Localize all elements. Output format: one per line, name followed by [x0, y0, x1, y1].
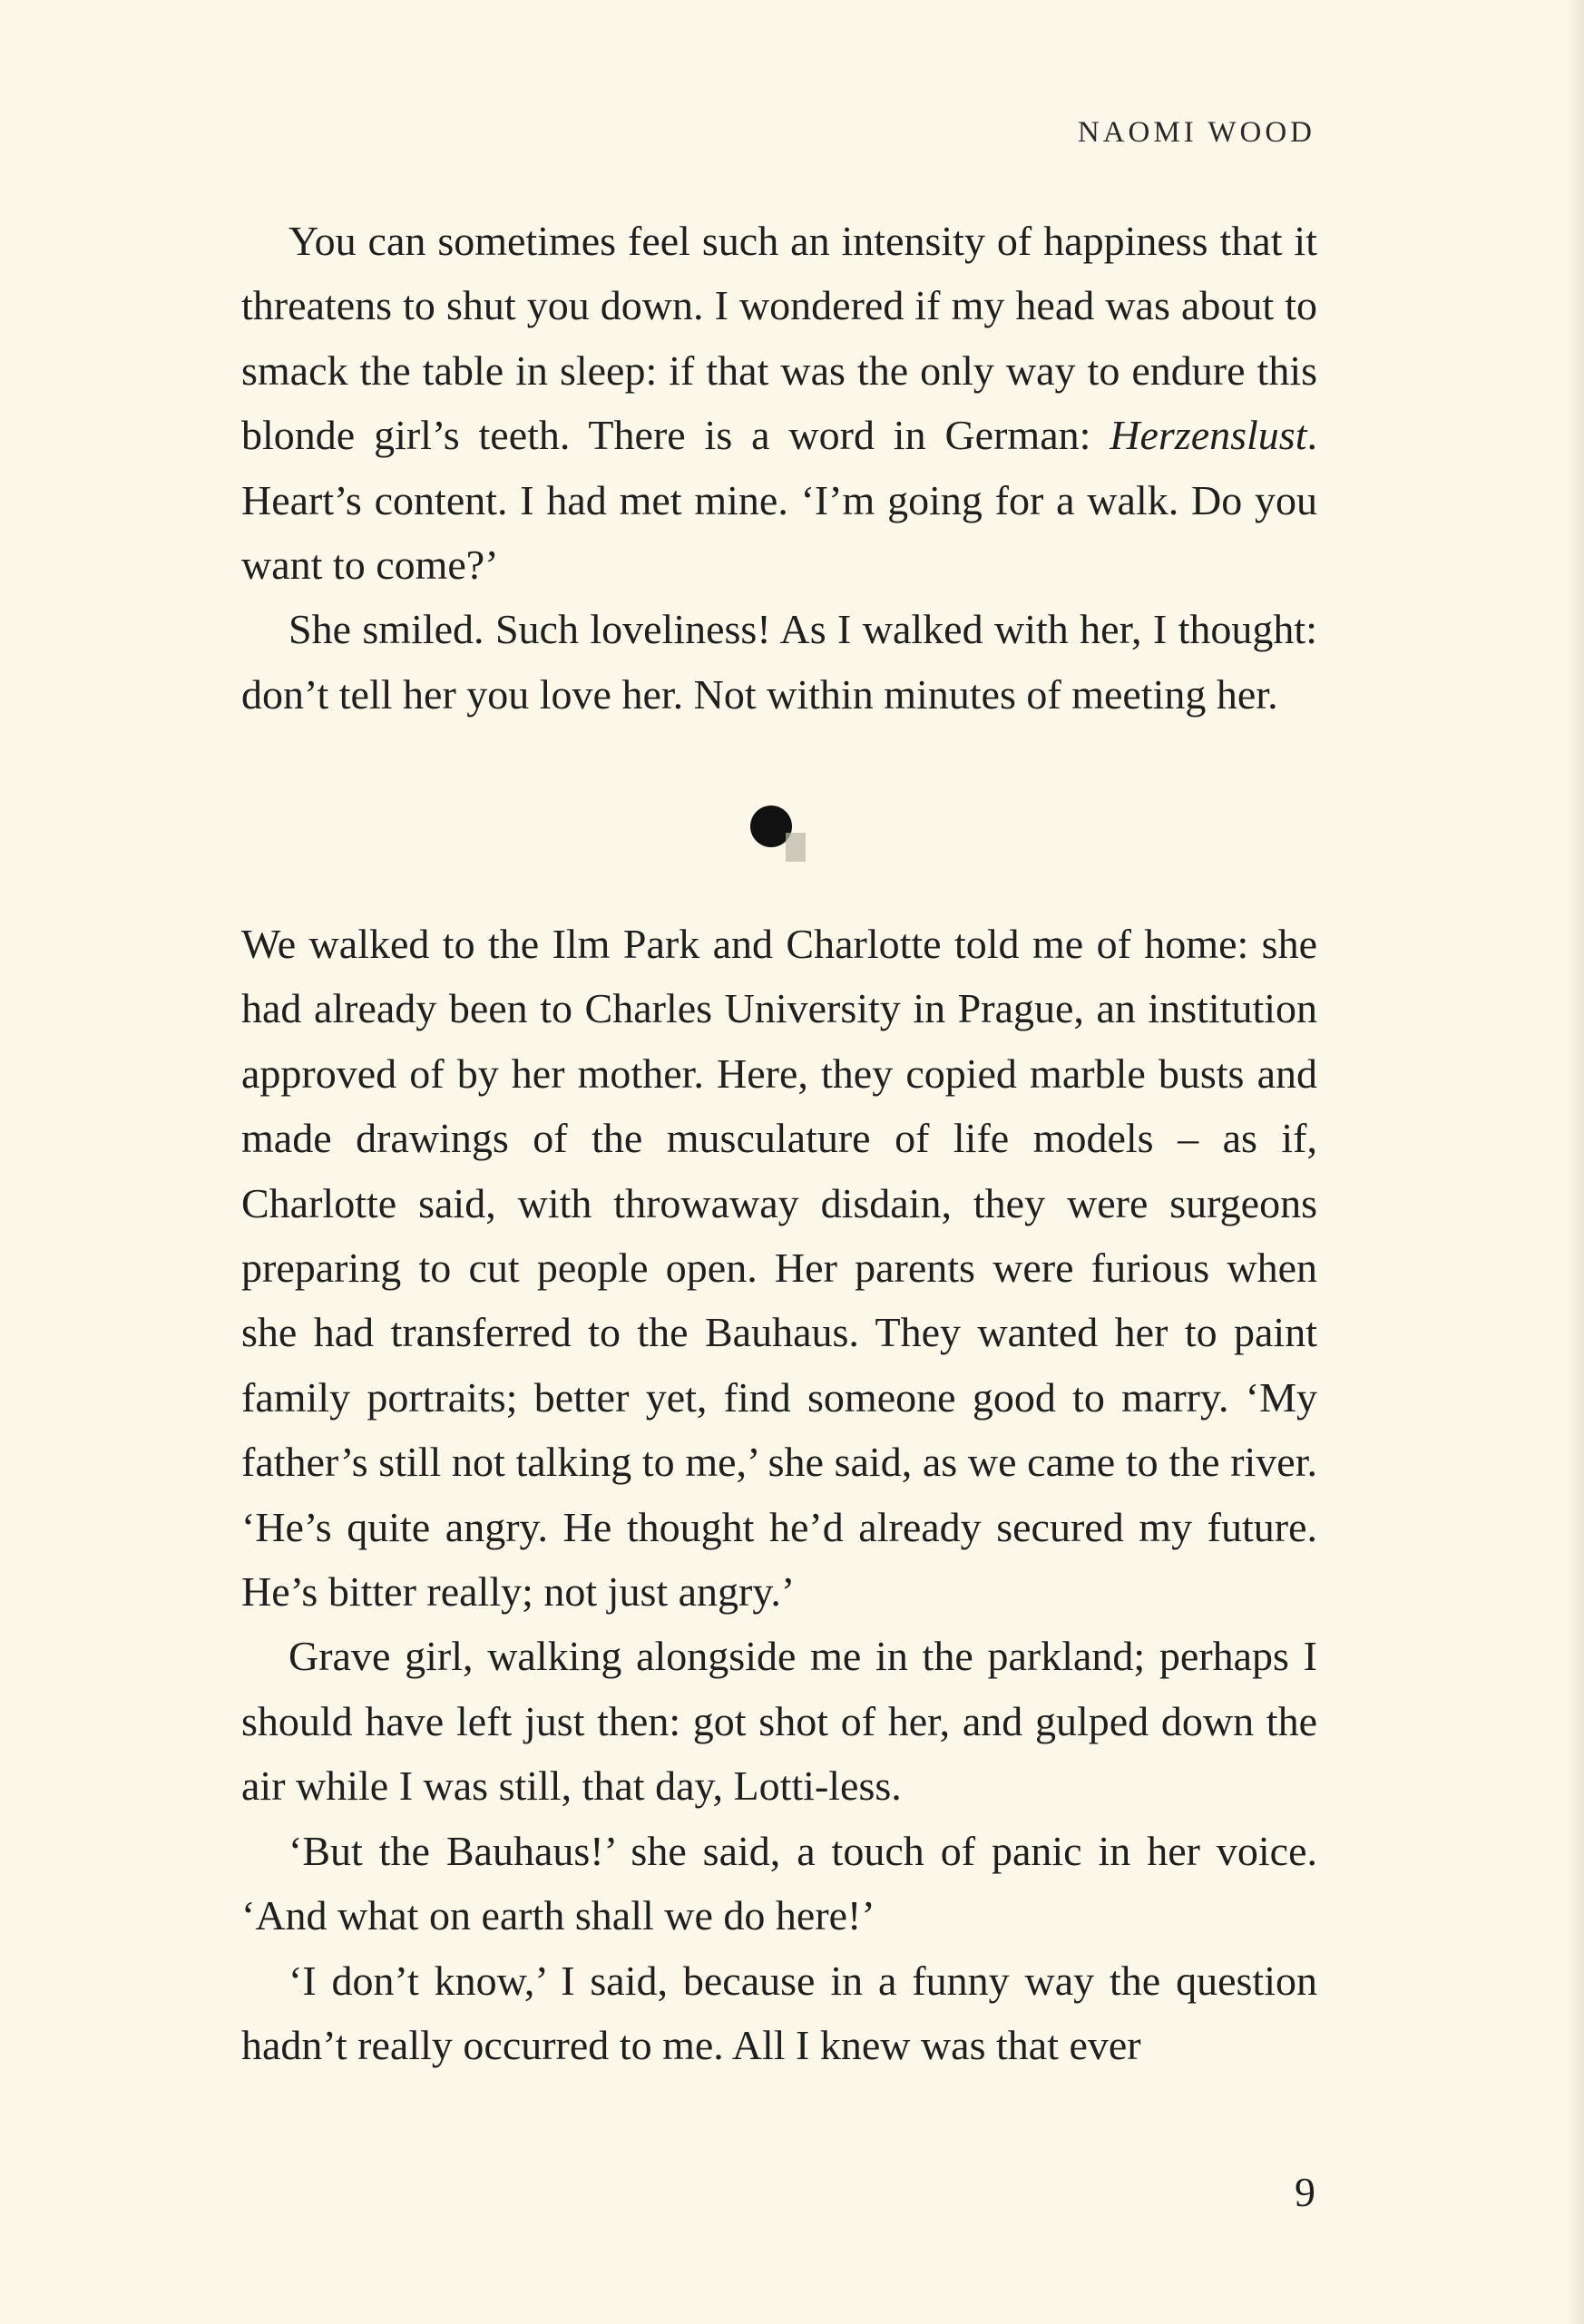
- paragraph: We walked to the Ilm Park and Charlotte told me of home: she had already been to Charles University in Prague, an institution approved of by her mother. Here, they copied marble busts and made drawings of the musculature of life models – as if, Charlotte said, with throwaway disdain, they were surgeons preparing to cut people open. Her parents were furious when she had transferred to the Bauhaus. They wanted her to paint family portraits; better yet, find someone good to marry. ‘My father’s still not talking to me,’ she said, as we came to the river. ‘He’s quite angry. He thought he’d already secured my future. He’s bitter really; not just angry.’: [241, 921, 1317, 1616]
- paragraph-text: . Heart’s content. I had met mine. ‘I’m going for a walk. Do you want to come?’: [241, 412, 1317, 589]
- text-section-2: [241, 912, 1317, 2077]
- italic-word: Herzenslust: [1110, 412, 1307, 459]
- paragraph: ‘But the Bauhaus!’ she said, a touch of panic in her voice. ‘And what on earth shall we do here!’: [241, 1827, 1317, 1939]
- text-section-1: [241, 209, 1317, 727]
- running-head: NAOMI WOOD: [1077, 116, 1315, 149]
- paragraph: [241, 209, 1317, 597]
- scan-smudge: [786, 833, 806, 862]
- paragraph: ‘I don’t know,’ I said, because in a funny way the question hadn’t really occurred to me. All I knew was that ever: [241, 1957, 1317, 2068]
- page-number: 9: [1295, 2169, 1315, 2215]
- page-edge-shadow: [1568, 0, 1584, 2324]
- paragraph: Grave girl, walking alongside me in the parkland; perhaps I should have left just then: got shot of her, and gulped down the air while I was still, that day, Lotti-less.: [241, 1633, 1317, 1810]
- paragraph-text: You can sometimes feel such an intensity of happiness that it threatens to shut you down. I wondered if my head was about to smack the table in sleep: if that was the only way to endure this blonde girl’s teeth. There is a word in German:: [241, 218, 1317, 459]
- paragraph: She smiled. Such loveliness! As I walked with her, I thought: don’t tell her you love her. Not within minutes of meeting her.: [241, 606, 1317, 718]
